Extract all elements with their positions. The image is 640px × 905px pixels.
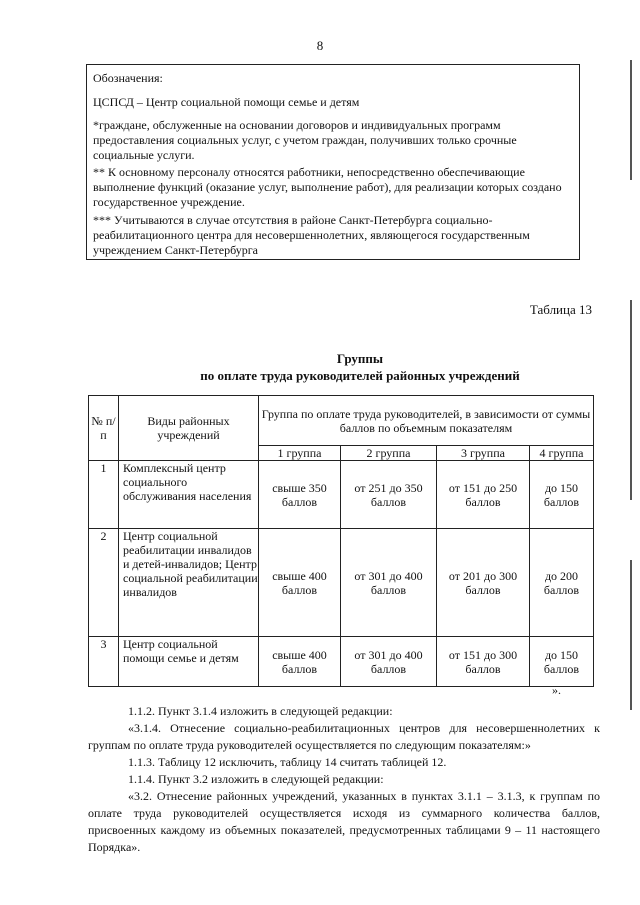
row-group-2: от 301 до 400 баллов xyxy=(341,637,437,687)
row-group-4: до 200 баллов xyxy=(530,529,594,637)
paragraph-5: «3.2. Отнесение районных учреждений, указанных в пунктах 3.1.1 – 3.1.3, к группам по оплате труда руководителей осуществляется исходя из суммарного количества баллов, присвоенных каждому из объемных показателей, предусмотренных таблицами 9 – 11 настоящего Порядка». xyxy=(88,789,600,854)
row-kind: Центр социальной реабилитации инвалидов и детей-инвалидов; Центр социальной реабилитации инвалидов xyxy=(119,529,259,637)
header-kind: Виды районных учреждений xyxy=(119,396,259,461)
row-group-2: от 251 до 350 баллов xyxy=(341,461,437,529)
row-kind: Комплексный центр социального обслуживания населения xyxy=(119,461,259,529)
table-row xyxy=(89,637,594,687)
paragraph-2: «3.1.4. Отнесение социально-реабилитационных центров для несовершеннолетних к группам по оплате труда руководителей осуществляется по следующим показателям:» xyxy=(88,721,600,752)
table-end-mark: ». xyxy=(552,683,561,697)
paragraph-4: 1.1.4. Пункт 3.2 изложить в следующей редакции: xyxy=(128,772,384,786)
note-3: *** Учитываются в случае отсутствия в районе Санкт-Петербурга социально-реабилитационного центра для несовершеннолетних, являющегося государственным учреждением Санкт-Петербурга xyxy=(93,213,530,257)
note-1: *граждане, обслуженные на основании договоров и индивидуальных программ предоставления социальных услуг, с учетом граждан, получивших только срочные социальные услуги. xyxy=(93,118,517,162)
notes-abbrev: ЦСПСД – Центр социальной помощи семье и детям xyxy=(93,95,360,109)
header-group-1: 1 группа xyxy=(259,446,341,461)
table-row xyxy=(89,529,594,637)
header-group: Группа по оплате труда руководителей, в зависимости от суммы баллов по объемным показателям xyxy=(259,396,594,446)
row-group-1: свыше 400 баллов xyxy=(259,637,341,687)
notes-title: Обозначения: xyxy=(93,71,163,85)
header-group-2: 2 группа xyxy=(341,446,437,461)
notes-box xyxy=(86,64,580,260)
row-group-1: свыше 350 баллов xyxy=(259,461,341,529)
heading-line-2: по оплате труда руководителей районных учреждений xyxy=(200,368,520,383)
row-number: 3 xyxy=(89,637,119,687)
row-group-2: от 301 до 400 баллов xyxy=(341,529,437,637)
heading-line-1: Группы xyxy=(336,351,384,366)
paragraph-3: 1.1.3. Таблицу 12 исключить, таблицу 14 считать таблицей 12. xyxy=(128,755,447,769)
table-row xyxy=(89,461,594,529)
row-group-1: свыше 400 баллов xyxy=(259,529,341,637)
row-group-3: от 151 до 250 баллов xyxy=(437,461,530,529)
scan-margin-line xyxy=(630,300,632,500)
note-2: ** К основному персоналу относятся работники, непосредственно обеспечивающие выполнение функций (оказание услуг, выполнение работ), для реализации которых создано государственное учреждение. xyxy=(93,165,562,209)
scan-margin-line xyxy=(630,60,632,180)
row-group-4: до 150 баллов xyxy=(530,637,594,687)
header-group-4: 4 группа xyxy=(530,446,594,461)
table-heading xyxy=(80,350,640,384)
row-group-3: от 201 до 300 баллов xyxy=(437,529,530,637)
row-number: 2 xyxy=(89,529,119,637)
groups-table xyxy=(88,395,594,687)
paragraph-1: 1.1.2. Пункт 3.1.4 изложить в следующей редакции: xyxy=(128,704,393,718)
scan-margin-line xyxy=(630,560,632,710)
row-group-3: от 151 до 300 баллов xyxy=(437,637,530,687)
header-number: № п/п xyxy=(89,396,119,461)
row-kind: Центр социальной помощи семье и детям xyxy=(119,637,259,687)
table-label: Таблица 13 xyxy=(529,302,592,317)
page-number: 8 xyxy=(316,38,324,53)
row-number: 1 xyxy=(89,461,119,529)
row-group-4: до 150 баллов xyxy=(530,461,594,529)
header-group-3: 3 группа xyxy=(437,446,530,461)
